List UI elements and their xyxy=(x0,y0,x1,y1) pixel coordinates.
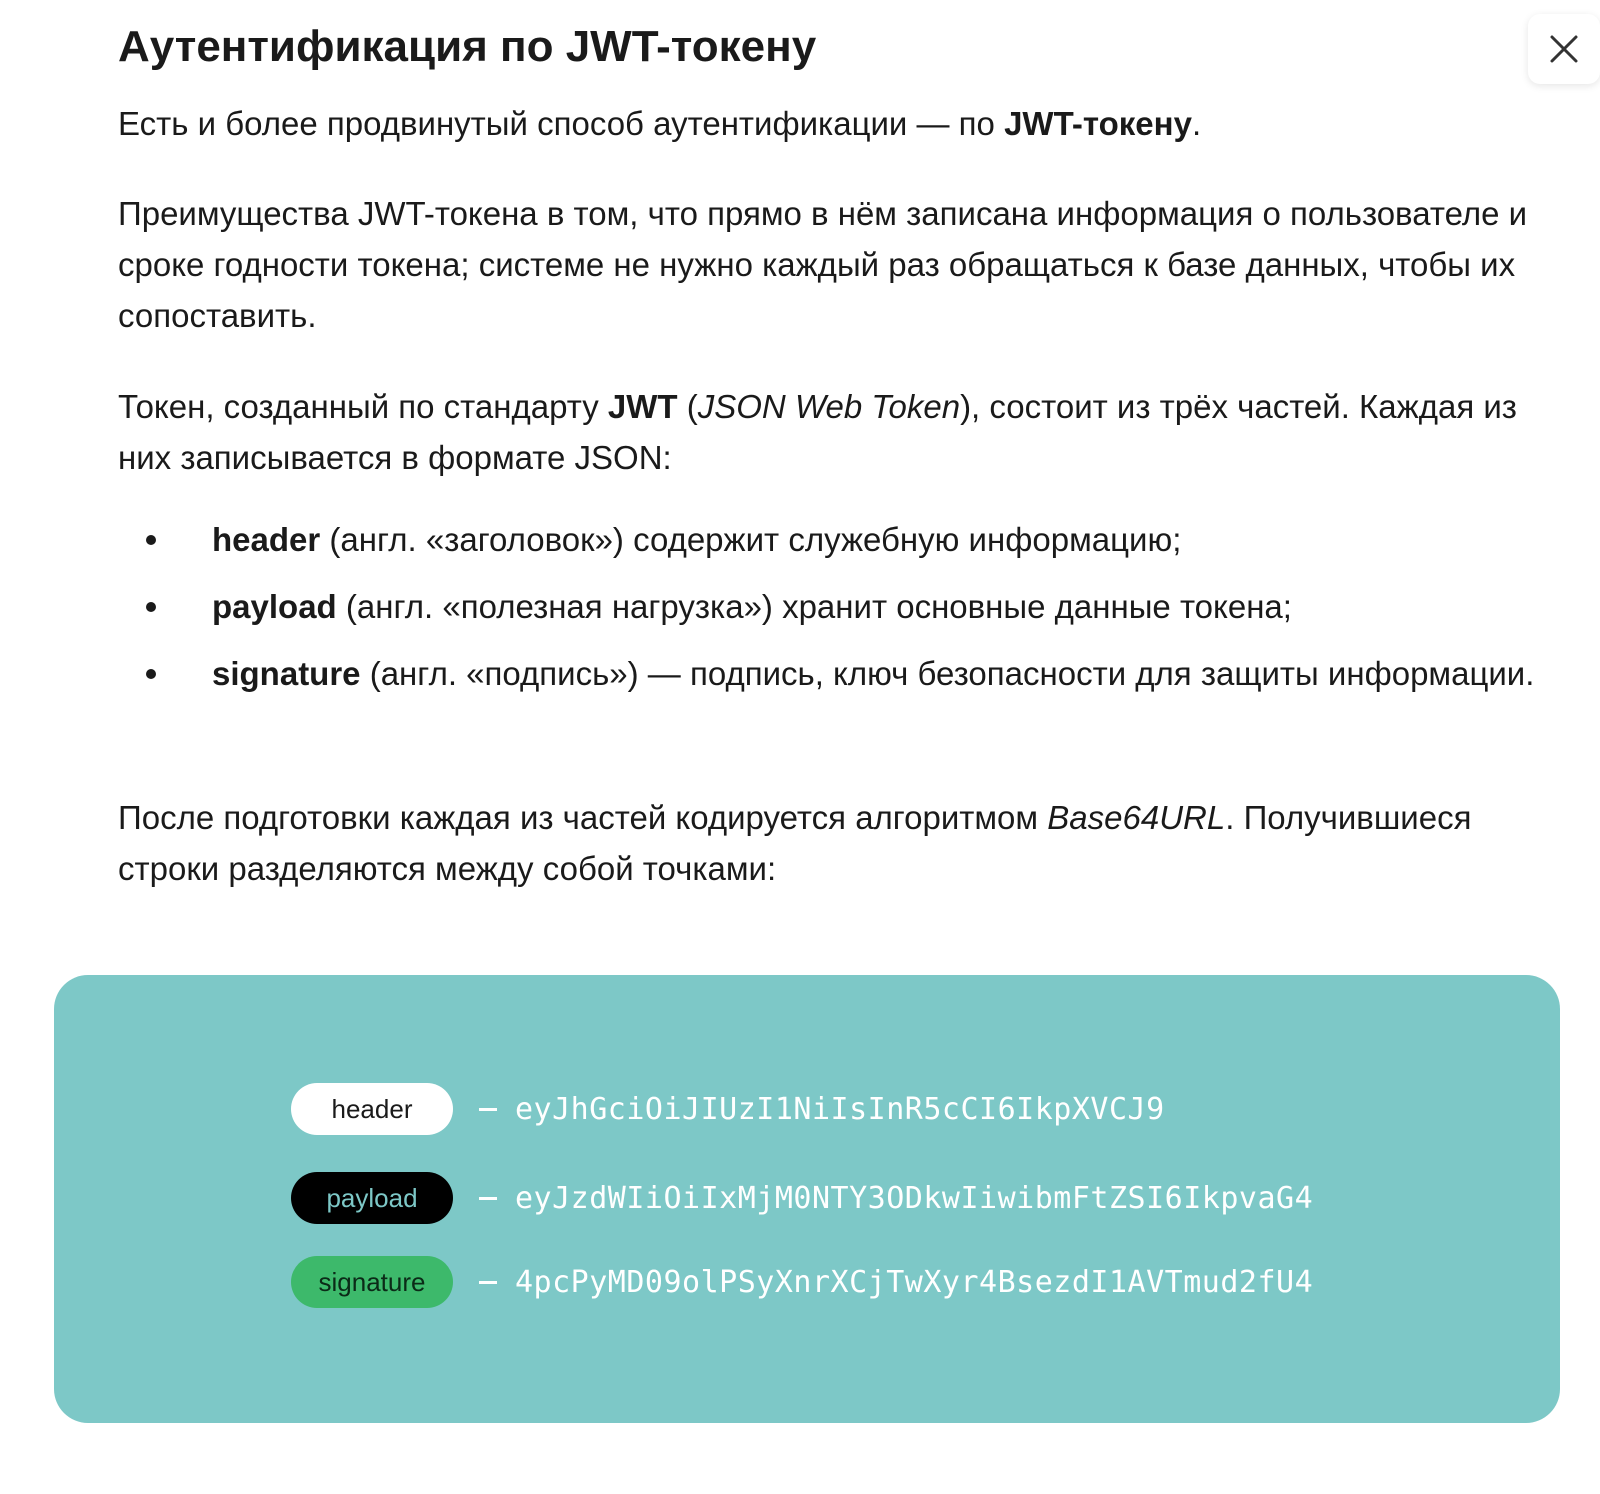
list-item-term: signature xyxy=(212,655,361,692)
close-icon xyxy=(1549,34,1579,64)
payload-pill: payload xyxy=(291,1172,453,1224)
bullet-icon xyxy=(146,602,156,612)
intro-bold-term: JWT-токену xyxy=(1004,105,1192,142)
advantages-paragraph: Преимущества JWT-токена в том, что прямо в нём записана информация о пользователе и сроке годности токена; системе не нужно каждый раз обращаться к базе данных, чтобы их сопоставить. xyxy=(118,195,1528,334)
list-item-text: (англ. «заголовок») содержит служебную информацию; xyxy=(320,521,1182,558)
structure-text-end: ), состоит из трёх частей. Каждая из них записывается в формате JSON: xyxy=(118,388,1517,476)
payload-token: eyJzdWIiOiIxMjM0NTY3ODkwIiwibmFtZSI6IkpvaG4 xyxy=(515,1180,1314,1216)
header-pill: header xyxy=(291,1083,453,1135)
intro-text: Есть и более продвинутый способ аутентификации — по xyxy=(118,105,1005,142)
signature-token: 4pcPyMD09olPSyXnrXCjTwXyr4BsezdI1AVTmud2fU4 xyxy=(515,1264,1314,1300)
structure-space xyxy=(786,388,795,425)
page-title: Аутентификация по JWT-токену xyxy=(118,22,817,71)
jwt-row-header xyxy=(291,1082,1165,1136)
encoding-italic-base64url: Base64URL xyxy=(1047,799,1226,836)
structure-text: Токен, созданный по стандарту xyxy=(118,388,608,425)
jwt-parts-list xyxy=(118,514,1538,715)
header-token: eyJhGciOiJIUzI1NiIsInR5cCI6IkpXVCJ9 xyxy=(515,1091,1165,1127)
structure-italic-token: Token xyxy=(871,388,961,425)
structure-italic-json: JSON xyxy=(697,388,786,425)
list-item-term: header xyxy=(212,521,321,558)
encoding-text: После подготовки каждая из частей кодируется алгоритмом xyxy=(118,799,1048,836)
bullet-icon xyxy=(146,669,156,679)
dash-separator xyxy=(479,1281,497,1284)
dash-separator xyxy=(479,1108,497,1111)
intro-paragraph xyxy=(118,98,1538,149)
structure-paragraph xyxy=(118,381,1538,483)
bullet-icon xyxy=(146,535,156,545)
close-button[interactable] xyxy=(1528,14,1600,84)
signature-pill: signature xyxy=(291,1256,453,1308)
jwt-row-payload xyxy=(291,1171,1313,1225)
list-item xyxy=(118,648,1538,699)
structure-paren: ( xyxy=(677,388,698,425)
list-item xyxy=(118,581,1538,632)
list-item-text: (англ. «подпись») — подпись, ключ безопасности для защиты информации. xyxy=(360,655,1535,692)
dash-separator xyxy=(479,1197,497,1200)
intro-period: . xyxy=(1191,105,1202,142)
jwt-row-signature xyxy=(291,1255,1313,1309)
structure-bold-jwt: JWT xyxy=(607,388,678,425)
structure-space xyxy=(862,388,871,425)
list-item-term: payload xyxy=(212,588,337,625)
encoding-paragraph xyxy=(118,792,1538,894)
list-item xyxy=(118,514,1538,565)
jwt-token-illustration xyxy=(54,975,1560,1423)
structure-italic-web: Web xyxy=(794,388,863,425)
encoding-text-end: . Получившиеся строки разделяются между собой точками: xyxy=(118,799,1472,887)
list-item-text: (англ. «полезная нагрузка») хранит основные данные токена; xyxy=(336,588,1292,625)
